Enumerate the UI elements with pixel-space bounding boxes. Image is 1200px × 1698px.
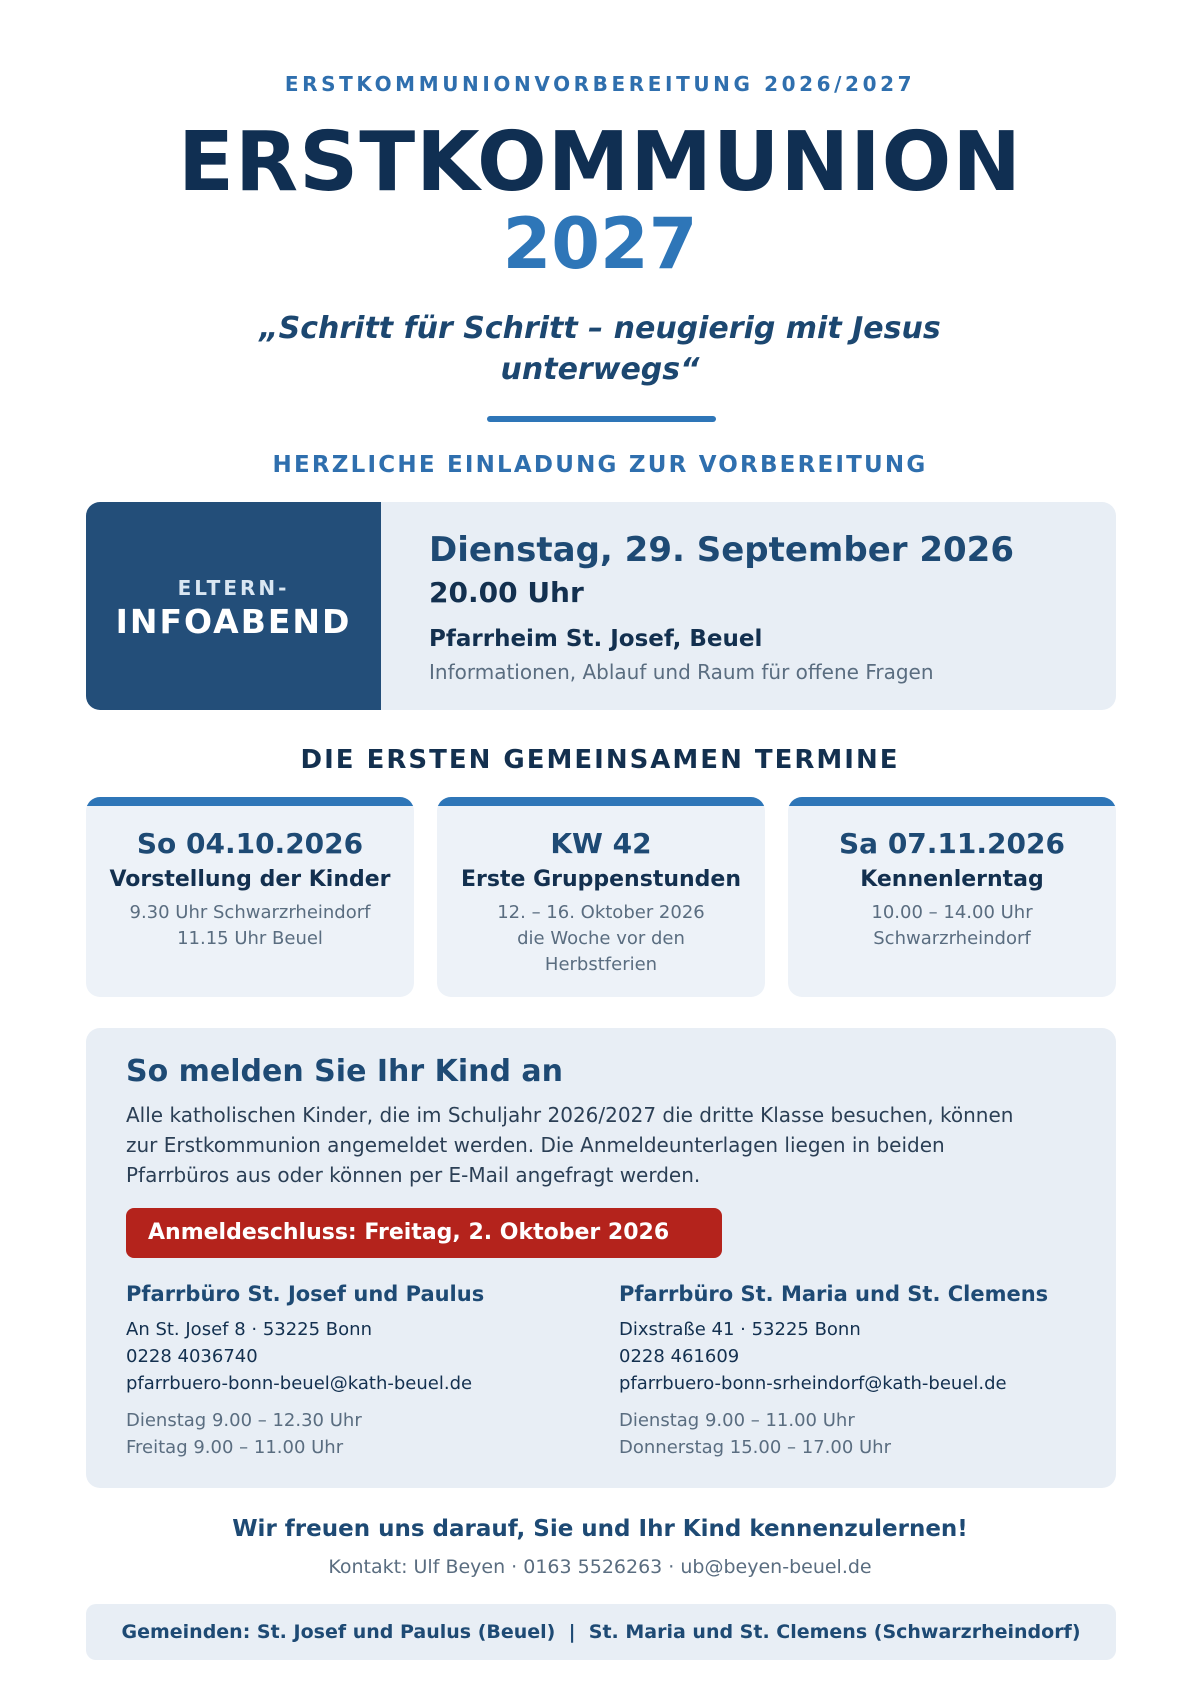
card-details	[96, 900, 404, 952]
card-accent-bar	[437, 797, 765, 806]
registration-text-line: Pfarrbüros aus oder können per E-Mail angefragt werden.	[126, 1163, 701, 1187]
main-title: ERSTKOMMUNION	[178, 115, 1022, 210]
office-hours	[126, 1407, 606, 1461]
card-date: Sa 07.11.2026	[839, 827, 1065, 860]
motto	[240, 308, 960, 390]
registration-text-line: Alle katholischen Kinder, die im Schuljahr 2026/2027 die dritte Klasse besuchen, können	[126, 1103, 1014, 1127]
motto-line-2: unterwegs“	[500, 352, 700, 387]
office-st-josef-paulus	[126, 1282, 606, 1461]
info-evening-card	[86, 502, 1116, 710]
card-accent-bar	[86, 797, 414, 806]
footer-text: Gemeinden: St. Josef und Paulus (Beuel) | St. Maria und St. Clemens (Schwarzrheindorf)	[121, 1621, 1081, 1643]
card-detail-line: 9.30 Uhr Schwarzrheindorf	[129, 902, 371, 923]
info-evening-label: INFOABEND	[115, 602, 352, 641]
dates-section-title: DIE ERSTEN GEMEINSAMEN TERMINE	[300, 745, 900, 775]
deadline-badge: Anmeldeschluss: Freitag, 2. Oktober 2026	[126, 1208, 722, 1258]
card-title: Kennenlerntag	[860, 867, 1044, 892]
office-st-maria-clemens	[619, 1282, 1099, 1461]
office-address: Dixstraße 41 · 53225 Bonn	[619, 1319, 861, 1340]
card-detail-line: 11.15 Uhr Beuel	[177, 928, 323, 949]
date-card-getting-to-know-day	[788, 797, 1116, 997]
info-evening-note: Informationen, Ablauf und Raum für offene Fragen	[429, 660, 934, 684]
office-hours	[619, 1407, 1099, 1461]
info-evening-time: 20.00 Uhr	[429, 576, 584, 609]
office-hours-line: Dienstag 9.00 – 12.30 Uhr	[126, 1410, 362, 1431]
office-phone: 0228 4036740	[126, 1346, 258, 1367]
info-evening-kicker: ELTERN-	[177, 576, 290, 600]
eyebrow-heading: ERSTKOMMUNIONVORBEREITUNG 2026/2027	[284, 72, 916, 96]
registration-text-line: zur Erstkommunion angemeldet werden. Die Anmeldeunterlagen liegen in beiden	[126, 1133, 945, 1157]
office-phone: 0228 461609	[619, 1346, 740, 1367]
closing-headline: Wir freuen uns darauf, Sie und Ihr Kind kennenzulernen!	[232, 1516, 968, 1542]
date-card-group-sessions	[437, 797, 765, 997]
card-date: So 04.10.2026	[136, 827, 364, 860]
office-hours-line: Donnerstag 15.00 – 17.00 Uhr	[619, 1437, 891, 1458]
card-title: Vorstellung der Kinder	[109, 867, 391, 892]
card-detail-line: 10.00 – 14.00 Uhr	[871, 902, 1033, 923]
motto-line-1: „Schritt für Schritt – neugierig mit Jesus	[259, 311, 941, 346]
info-evening-label-panel	[86, 502, 381, 710]
card-detail-line: 12. – 16. Oktober 2026	[497, 902, 705, 923]
card-title: Erste Gruppenstunden	[461, 867, 741, 892]
card-detail-line: Herbstferien	[544, 954, 658, 975]
office-name: Pfarrbüro St. Maria und St. Clemens	[619, 1282, 1049, 1306]
divider-line	[487, 416, 716, 422]
contact-line: Kontakt: Ulf Beyen · 0163 5526263 · ub@beyen-beuel.de	[328, 1556, 872, 1578]
office-name: Pfarrbüro St. Josef und Paulus	[126, 1282, 485, 1306]
office-email: pfarrbuero-bonn-srheindorf@kath-beuel.de	[619, 1373, 1007, 1394]
info-evening-place: Pfarrheim St. Josef, Beuel	[429, 626, 763, 652]
card-detail-line: die Woche vor den	[517, 928, 685, 949]
office-hours-line: Freitag 9.00 – 11.00 Uhr	[126, 1437, 344, 1458]
parishes-footer	[86, 1604, 1116, 1660]
card-accent-bar	[788, 797, 1116, 806]
info-evening-date: Dienstag, 29. September 2026	[429, 530, 1014, 570]
invitation-heading: HERZLICHE EINLADUNG ZUR VORBEREITUNG	[272, 452, 928, 478]
registration-title: So melden Sie Ihr Kind an	[126, 1054, 564, 1089]
registration-text	[126, 1100, 1086, 1190]
card-details	[798, 900, 1106, 952]
office-address: An St. Josef 8 · 53225 Bonn	[126, 1319, 372, 1340]
title-year: 2027	[502, 203, 698, 285]
date-cards	[86, 797, 1116, 997]
office-email: pfarrbuero-bonn-beuel@kath-beuel.de	[126, 1373, 473, 1394]
card-details	[447, 900, 755, 978]
card-detail-line: Schwarzrheindorf	[873, 928, 1031, 949]
office-hours-line: Dienstag 9.00 – 11.00 Uhr	[619, 1410, 855, 1431]
card-date: KW 42	[550, 827, 652, 860]
date-card-presentation	[86, 797, 414, 997]
registration-box	[86, 1028, 1116, 1488]
